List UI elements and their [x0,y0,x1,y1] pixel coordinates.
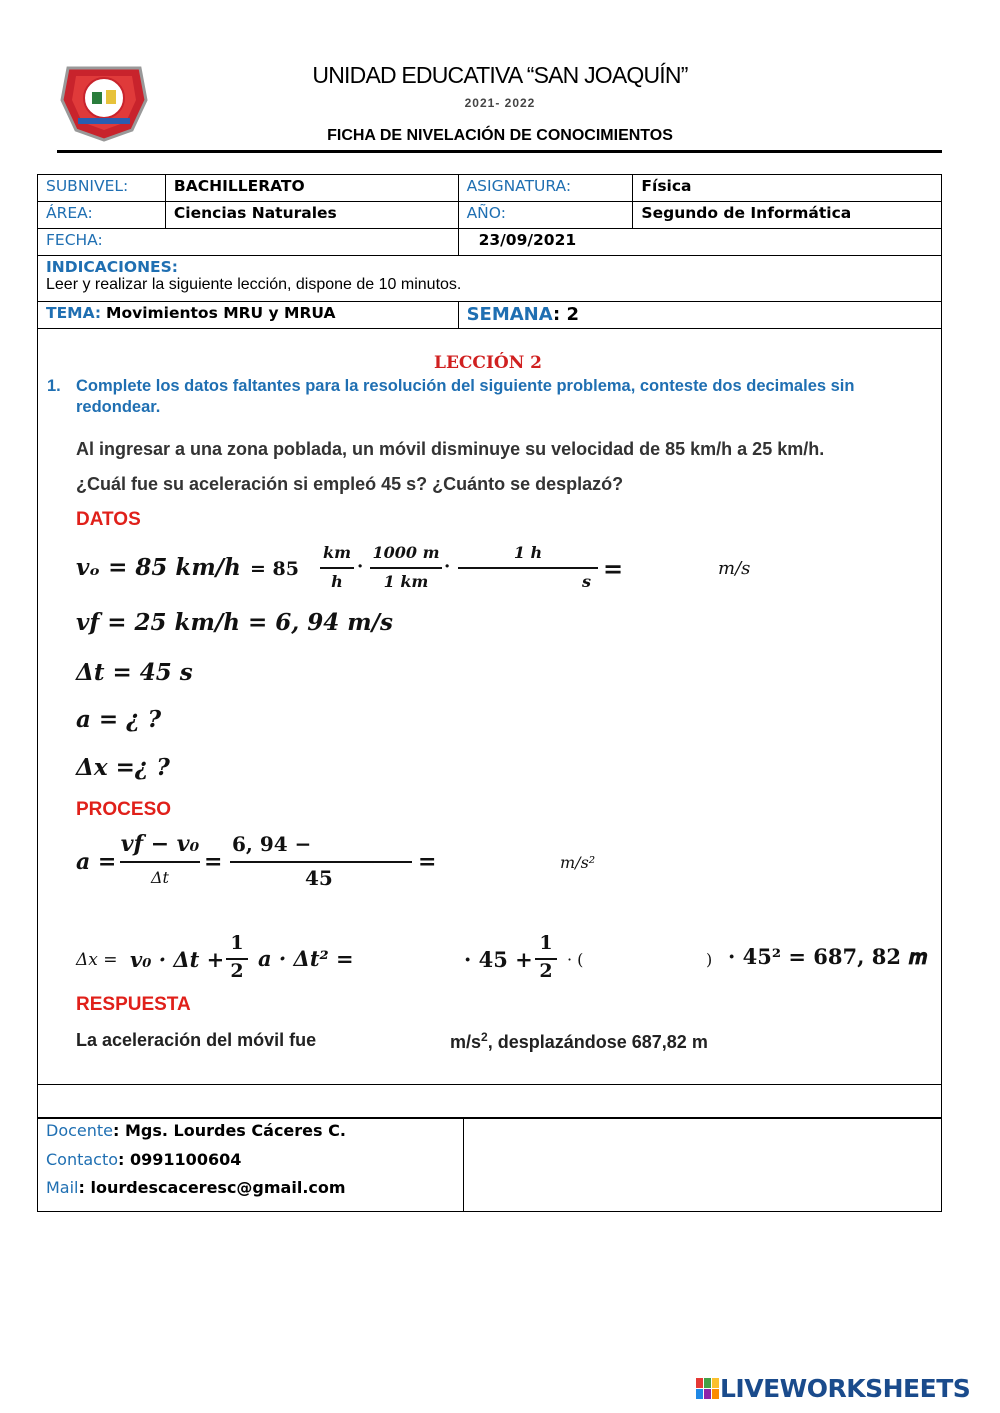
a-numerator-2: 6, 94 − [232,832,312,856]
a-numerator: 𝒗𝒇 − 𝒗₀ [120,831,200,857]
dx-paren-close: ) [706,950,713,969]
contacto-value: : 0991100604 [118,1150,242,1169]
school-name: UNIDAD EDUCATIVA “SAN JOAQUÍN” [312,62,688,88]
fracline-1000m-1km [370,567,442,569]
dx-result: · 45² = 687, 82 𝒎 [728,944,928,969]
a-eq3: = [418,849,437,875]
semana-label: SEMANA [466,304,553,325]
half-den-1: 2 [230,960,244,982]
contact-divider [463,1118,464,1211]
fracline-1h-s [458,567,598,569]
half-den-2: 2 [539,960,553,982]
tema-label: TEMA: [46,304,102,322]
v0-equals: = [603,554,624,583]
lesson-separator [37,1084,942,1085]
a-units: m/s² [560,853,596,872]
contacto-label: Contacto [46,1150,119,1169]
dx-expr-1: 𝒗₀ · Δ𝒕 + [130,947,225,972]
frac-1000m: 1000 m [372,543,440,562]
liveworksheets-watermark [696,1374,970,1403]
docente-label: Docente [46,1121,114,1140]
subnivel-label: SUBNIVEL: [38,175,166,202]
answer-units-sup: 2 [481,1030,488,1044]
ficha-title: FICHA DE NIVELACIÓN DE CONOCIMIENTOS [327,127,673,144]
tema-cell [38,302,459,329]
mail-line [46,1178,346,1197]
respuesta-heading: RESPUESTA [76,994,191,1015]
anio-label: AÑO: [458,202,633,229]
watermark-text: LIVEWORKSHEETS [720,1374,971,1403]
semana-value: : 2 [553,304,579,325]
docente-line [46,1121,346,1140]
answer-part-3: , desplazándose 687,82 m [487,1032,708,1052]
fracline-km-h [320,567,354,569]
tema-value: Movimientos MRU y MRUA [106,304,336,322]
problem-line-1: Al ingresar a una zona poblada, un móvil disminuye su velocidad de 85 km/h a 25 km/h. [76,439,825,459]
docente-value: : Mgs. Lourdes Cáceres C. [113,1121,346,1140]
school-years: 2021- 2022 [464,96,536,110]
dx-lhs: Δ𝑥 = [76,950,118,970]
answer-units: m/s [450,1032,482,1052]
dot-1: · [357,556,364,577]
v0-units: m/s [718,558,751,579]
datos-heading: DATOS [76,509,141,530]
half-num-2: 1 [539,932,553,954]
mail-value: : lourdescaceresc@gmail.com [78,1178,346,1197]
dot-2: · [444,556,451,577]
v0-equation: 𝒗ₒ = 85 𝒌𝒎/𝒉 [76,554,241,581]
dx-expr-2: 𝒂 · Δ𝒕² = [258,946,354,971]
frac-s: s [582,572,592,591]
dx-equation: Δ𝒙 =¿ ? [76,754,170,781]
answer-part-1: La aceleración del móvil fue [76,1030,317,1050]
semana-cell [458,302,941,329]
a-lhs: 𝒂 = [76,849,117,875]
fracline-a [120,861,200,863]
a-equation: 𝒂 = ¿ ? [76,706,162,733]
fecha-label: FECHA: [38,229,459,256]
frac-1km: 1 km [383,572,429,591]
subnivel-value: BACHILLERATO [165,175,458,202]
proceso-heading: PROCESO [76,799,172,820]
school-logo [58,60,150,142]
half-num-1: 1 [230,932,244,954]
a-denominator: Δ𝑡 [151,868,169,887]
asignatura-label: ASIGNATURA: [458,175,633,202]
dx-mid: · 45 + [464,947,533,972]
frac-1h: 1 h [513,543,543,562]
v0-eq-85: = 85 [250,558,299,580]
question-text: Complete los datos faltantes para la resolución del siguiente problema, conteste dos decimales sin redondear. [76,377,855,416]
contact-box [37,1117,942,1212]
area-value: Ciencias Naturales [165,202,458,229]
frac-km: km [322,543,351,562]
a-eq2: = [204,849,223,875]
indicaciones-label: INDICACIONES: [46,258,178,276]
area-label: ÁREA: [38,202,166,229]
anio-value: Segundo de Informática [633,202,942,229]
asignatura-value: Física [633,175,942,202]
dt-equation: Δ𝒕 = 45 𝒔 [76,659,193,686]
mail-label: Mail [46,1178,79,1197]
contacto-line [46,1150,241,1169]
vf-equation: 𝒗𝒇 = 25 𝒌𝒎/𝒉 = 6, 94 𝒎/𝒔 [76,609,393,636]
liveworksheets-logo-icon [696,1378,720,1400]
frac-h: h [331,572,343,591]
indicaciones-cell [38,256,942,302]
lesson-title: LECCIÓN 2 [433,353,543,373]
header-rule [57,150,942,153]
info-table [37,174,942,329]
a-denominator-2: 45 [305,866,333,890]
fracline-a-2 [230,861,412,863]
question-number: 1. [47,377,61,395]
answer-line-rest [450,1030,708,1053]
indicaciones-text: Leer y realizar la siguiente lección, dispone de 10 minutos. [46,276,462,293]
problem-line-2: ¿Cuál fue su aceleración si empleó 45 s? ¿Cuánto se desplazó? [76,474,624,494]
fecha-value: 23/09/2021 [458,229,941,256]
dx-paren-open: · ( [567,950,584,969]
